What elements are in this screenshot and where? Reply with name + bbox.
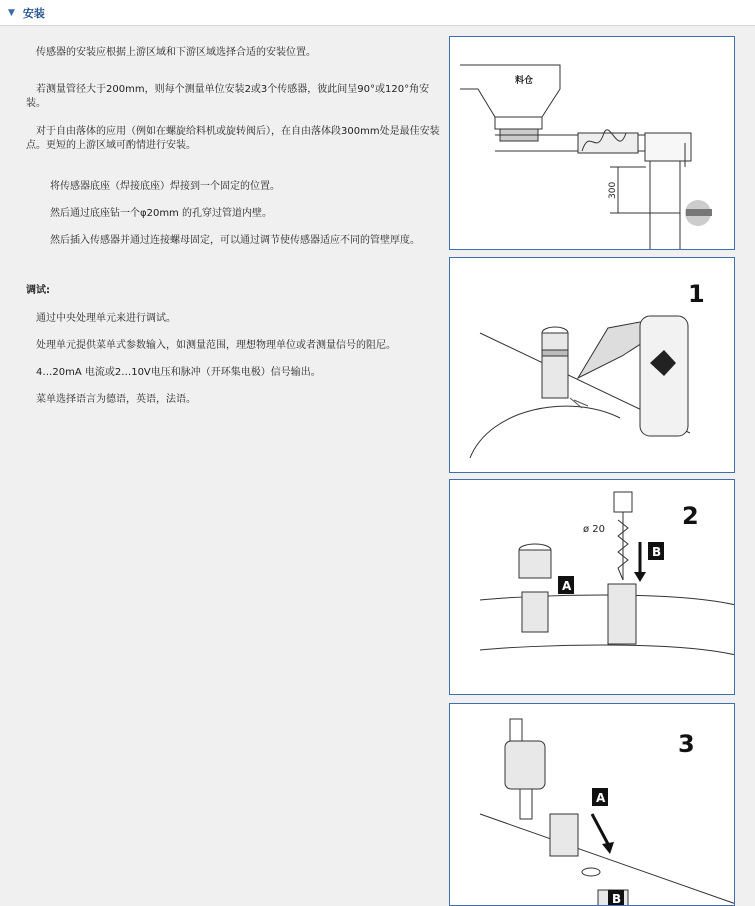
collapse-triangle-icon[interactable]: ▼ [8,7,15,18]
debug-item-3: 4…20mA 电流或2…10V电压和脉冲（开环集电极）信号输出。 [36,367,321,378]
description-text [26,46,440,420]
step-paragraph-2: 然后通过底座钻一个φ20mm 的孔穿过管道内壁。 [50,208,272,219]
section-title: 安装 [22,6,45,20]
intro-paragraph-3: 对于自由落体的应用（例如在螺旋给料机或旋转阀后），在自由落体段300mm处是最佳安装点。更短的上游区域可酌情进行安装。 [26,126,440,151]
label-b: B [652,545,662,559]
section-content [0,26,755,906]
label-a: A [562,579,572,593]
label-a: A [596,791,606,805]
intro-paragraph-1: 传感器的安装应根据上游区域和下游区域选择合适的安装位置。 [36,47,316,58]
step-paragraph-3: 然后插入传感器并通过连接螺母固定，可以通过调节使传感器适应不同的管壁厚度。 [50,235,420,246]
step-number: 2 [682,502,699,530]
debug-item-1: 通过中央处理单元来进行调试。 [36,313,176,324]
insertion-step-figure [449,703,735,906]
step-number: 3 [678,730,695,758]
debug-item-4: 菜单选择语言为德语，英语，法语。 [36,394,196,405]
drilling-step-figure [449,479,735,695]
step-paragraph-1: 将传感器底座（焊接底座）焊接到一个固定的位置。 [50,181,280,192]
installation-layout-figure [449,36,735,250]
label-b: B [612,892,622,906]
dimension-label: 300 [608,181,618,199]
debug-heading: 调试: [26,285,50,296]
debug-item-2: 处理单元提供菜单式参数输入，如测量范围，理想物理单位或者测量信号的阻尼。 [36,340,396,351]
section-header[interactable] [0,0,755,26]
diameter-label: ø 20 [583,524,606,535]
hopper-label: 料仓 [515,76,534,86]
intro-paragraph-2: 若测量管径大于200mm，则每个测量单位安装2或3个传感器，彼此间呈90°或120°角安装。 [26,84,430,109]
step-number: 1 [688,280,705,308]
welding-step-figure [449,257,735,473]
